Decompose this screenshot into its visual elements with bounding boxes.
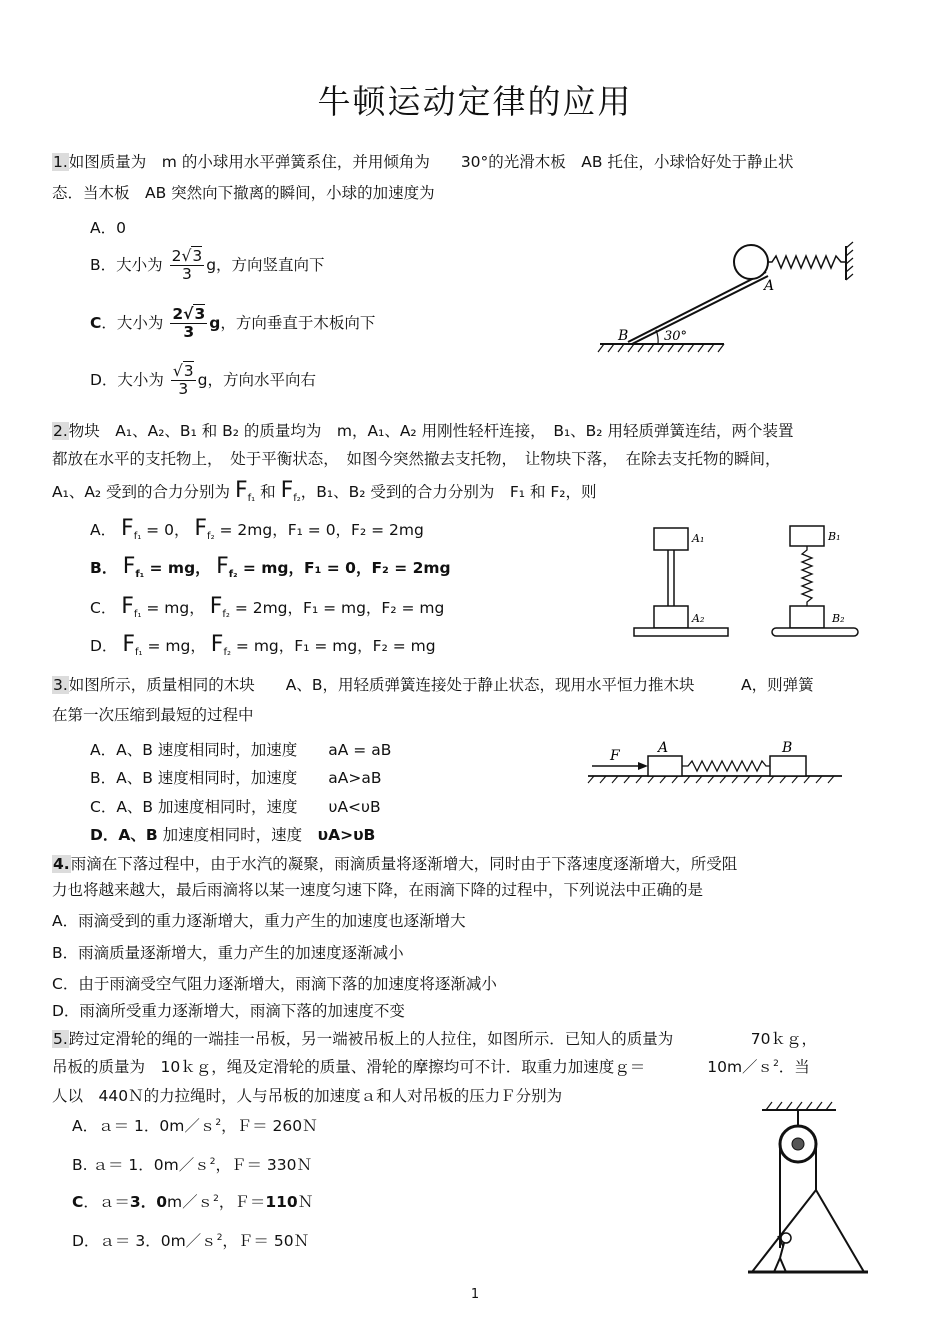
q4-option-b: B．雨滴质量逐渐增大，重力产生的加速度逐渐减小 [52,944,404,962]
svg-text:F: F [610,748,620,764]
q3-line1: 3.如图所示，质量相同的木块 A、B，用轻质弹簧连接处于静止状态，现用水平恒力推木块 A，则弹簧 [53,676,814,694]
q2-option-c: C． $F_{f_1}$ = mg， $F_{f_2} = 2mg$，F₁ = mg，F₂ = mg [90,594,445,621]
q2-text-line2: 都放在水平的支托物上， 处于平衡状态， 如图今突然撤去支托物， 让物块下落， 在除去支托物的瞬间， [52,450,781,468]
svg-text:B: B [618,328,629,344]
q1-option-b [90,248,325,283]
q1-number: 1. [53,153,68,171]
svg-text:A: A [764,278,775,294]
q1-option-a: A．0 [90,219,126,237]
q1-option-b-suffix: g，方向竖直向下 [206,256,325,275]
q3-option-c: C．A、B 加速度相同时，速度 υA<υB [90,798,381,816]
page-number: 1 [470,1287,480,1302]
q3-option-b: B．A、B 速度相同时，加速度 aA>aB [90,769,382,787]
q2-line1: 2.物块 A₁、A₂、B₁ 和 B₂ 的质量均为 m，A₁、A₂ 用刚性轻杆连接， B₁、B₂ 用轻质弹簧连结，两个装置 [53,422,794,440]
q1-option-d-fraction: $\frac{√3}{3}$ [172,362,194,399]
q5-option-c: C．ａ＝3．0m／ｓ$^2$，Ｆ＝110Ｎ [72,1193,314,1211]
q3-option-a: A．A、B 速度相同时，加速度 aA = aB [90,741,392,759]
q4-option-c: C．由于雨滴受空气阻力逐渐增大，雨滴下落的加速度将逐渐减小 [52,975,497,993]
svg-text:B₂: B₂ [832,612,845,625]
q2-option-a: A． $F_{f_1} = 0$， $F_{f_2} = 2mg$，F₁ = 0，F₂ = 2mg [90,516,424,543]
svg-text:A: A [658,740,669,756]
q3-text-line2: 在第一次压缩到最短的过程中 [52,706,254,724]
q1-ball [734,245,768,279]
q5-option-a: A．ａ＝ 1．0m／ｓ$^2$，Ｆ＝ 260Ｎ [72,1117,318,1135]
q1-text-line2: 态．当木板 AB 突然向下撤离的瞬间，小球的加速度为 [52,184,435,202]
q3-option-d: D．A、B 加速度相同时，速度 υA>υB [90,826,376,844]
q1-line1 [52,150,793,172]
svg-text:B₁: B₁ [828,530,841,543]
svg-text:30°: 30° [664,329,688,344]
q5-option-d: D．ａ＝ 3．0m／ｓ$^2$，Ｆ＝ 50Ｎ [72,1232,310,1250]
q1-option-c: C．大小为 $\frac{2√3}{3}$ g，方向垂直于木板向下 [90,305,376,342]
svg-text:A₁: A₁ [692,532,705,545]
q1-figure [596,236,866,356]
q4-option-d: D．雨滴所受重力逐渐增大，雨滴下落的加速度不变 [52,1002,405,1020]
q4-line1: 4.雨滴在下落过程中，由于水汽的凝聚，雨滴质量将逐渐增大，同时由于下落速度逐渐增大，所受阻 [53,855,738,873]
svg-text:A₂: A₂ [692,612,705,625]
q1-option-c-fraction: $\frac{2√3}{3}$ [172,305,206,342]
svg-text:B: B [782,740,793,756]
q1-plank [628,272,766,342]
q1-option-b-prefix: B．大小为 [90,256,163,275]
q5-line2: 吊板的质量为 10ｋｇ，绳及定滑轮的质量、滑轮的摩擦均可不计．取重力加速度ｇ＝ 10m／ｓ$^2$．当 [52,1058,810,1076]
page-title: 牛顿运动定律的应用 [317,82,633,121]
q5-option-b: B. ａ＝ 1．0m／ｓ$^2$，Ｆ＝ 330Ｎ [72,1156,312,1174]
q1-text-line1: 如图质量为 m 的小球用水平弹簧系住，并用倾角为 30°的光滑木板 AB 托住，小球恰好处于静止状 [68,153,794,171]
q1-option-b-fraction: $\frac{2√3}{3}$ [171,247,203,284]
q3-figure [586,736,846,786]
q4-text-line2: 力也将越来越大，最后雨滴将以某一速度匀速下降，在雨滴下降的过程中，下列说法中正确的是 [52,881,704,899]
q1-spring [768,256,846,268]
q4-option-a: A．雨滴受到的重力逐渐增大，重力产生的加速度也逐渐增大 [52,912,466,930]
q2-option-b: B． $F_{f_1}$ = mg， $F_{f_2}$ = mg，F₁ = 0，F₂ = 2mg [90,554,451,581]
q2-line3: A₁、A₂ 受到的合力分别为 $F_{f_1}$ 和 $F_{f_2}$，B₁、B₂ 受到的合力分别为 F₁ 和 F₂，则 [52,478,597,505]
q5-figure [746,1098,876,1278]
q2-figure [632,522,862,642]
q5-text-line3: 人以 440Ｎ的力拉绳时，人与吊板的加速度ａ和人对吊板的压力Ｆ分别为 [52,1087,563,1105]
q2-option-d: D． $F_{f_1}$ = mg， $F_{f_2}$ = mg，F₁ = mg，F₂ = mg [90,632,436,659]
q1-option-d: D．大小为 $\frac{√3}{3}$ g，方向水平向右 [90,362,316,399]
q5-line1: 5.跨过定滑轮的绳的一端挂一吊板，另一端被吊板上的人拉住，如图所示．已知人的质量为 70ｋｇ， [53,1030,818,1048]
